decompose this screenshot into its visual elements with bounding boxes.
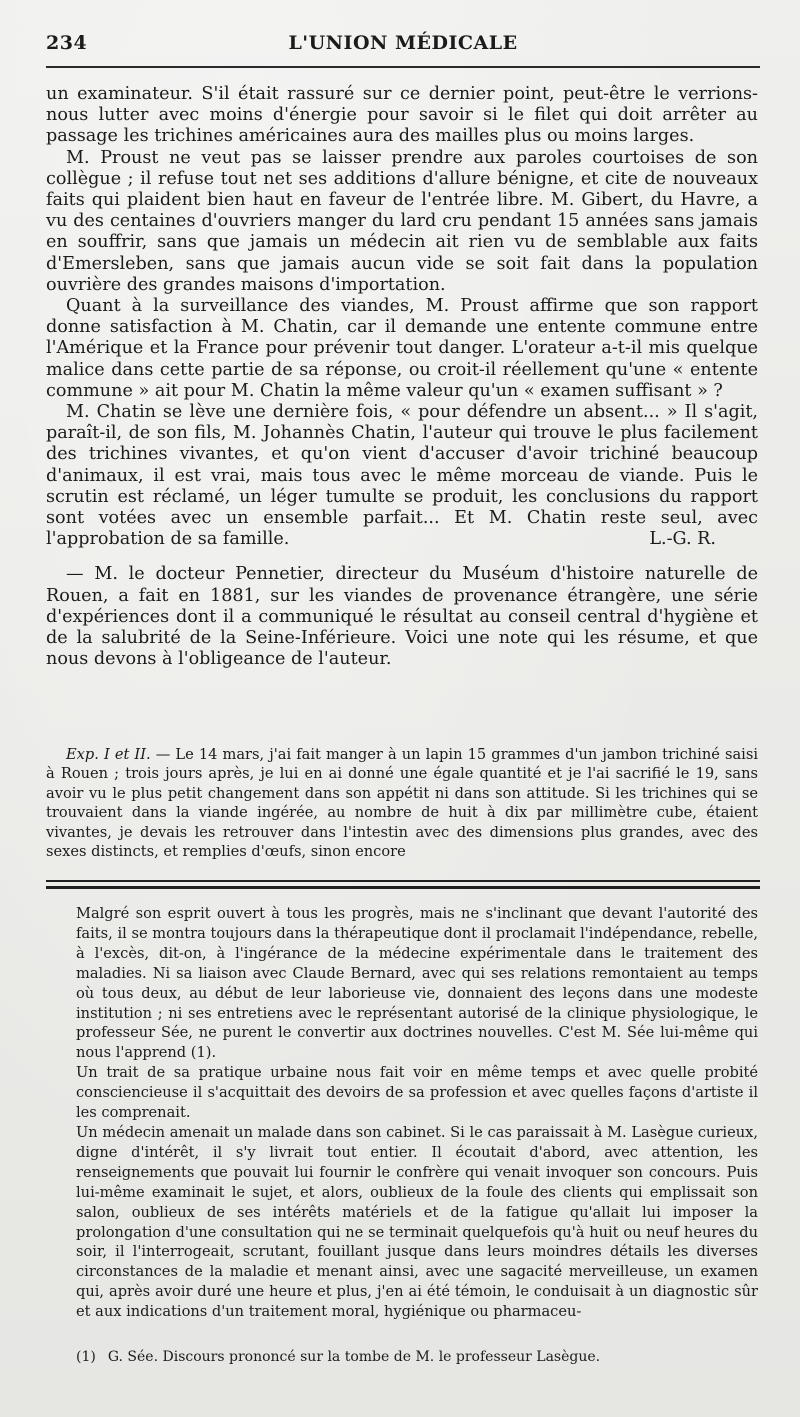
experiment-column [46,745,758,861]
main-column [46,84,758,670]
main-paragraph-3: Quant à la surveillance des viandes, M. Proust affirme que son rapport donne satisfaction à M. Chatin, car il demande une entente commune entre l'Amérique et la France pour prévenir tout danger. L'orateur a-t-il mis quelque malice dans cette partie de sa réponse, ou croit-il réellement qu'une « entente commune » ait pour M. Chatin la même valeur qu'un « examen suffisant » ? [46,296,758,401]
author-signature: L.-G. R. [649,529,716,550]
journal-title: L'UNION MÉDICALE [288,32,518,54]
feuilleton-rule-thick [46,886,760,889]
main-paragraph-1: un examinateur. S'il était rassuré sur ce dernier point, peut-être le verrions-nous lutter avec moins d'énergie pour savoir si le filet qui doit arrêter au passage les trichines américaines aura des mailles plus ou moins larges. [46,84,758,147]
main-paragraph-4-text: M. Chatin se lève une dernière fois, « pour défendre un absent... » Il s'agit, paraît-il, de son fils, M. Johannès Chatin, l'auteur qui trouve le plus facilement des trichines vivantes, et qu'on vient d'accuser d'avoir trichiné beaucoup d'animaux, il est vrai, mais tous avec le même morceau de viande. Puis le scrutin est réclamé, un léger tumulte se produit, les conclusions du rapport sont votées avec un ensemble parfait... Et M. Chatin reste seul, avec l'approbation de sa famille. [46,402,758,550]
page-number: 234 [46,32,88,54]
footnote-number: (1) [76,1349,96,1365]
experiment-text: — Le 14 mars, j'ai fait manger à un lapin 15 grammes d'un jambon trichiné saisi à Rouen ; trois jours après, je lui en ai donné une égale quantité et je l'ai sacrifié le 19, sans avoir vu le plus petit changement dans son appétit ni dans son attitude. Si les trichines qui se trouvaient dans la viande ingérée, au nombre de huit à dix par millimètre cube, étaient vivantes, je devais les retrouver dans l'intestin avec des dimensions plus grandes, avec des sexes distincts, et remplies d'œufs, sinon encore [46,746,759,861]
feuilleton-paragraph-2: Un trait de sa pratique urbaine nous fait voir en même temps et avec quelle probité consciencieuse il s'acquittait des devoirs de sa profession et avec quelles façons d'artiste il les comprenait. [76,1064,758,1122]
page-header [46,30,760,64]
experiment-paragraph [46,745,758,861]
main-paragraph-2: M. Proust ne veut pas se laisser prendre aux paroles courtoises de son collègue ; il refuse tout net ses additions d'allure bénigne, et cite de nouveaux faits qui plaident bien haut en faveur de l'entrée libre. M. Gibert, du Havre, a vu des centaines d'ouvriers manger du lard cru pendant 15 années sans jamais en souffrir, sans que jamais un médecin ait rien vu de semblable aux faits d'Emersleben, sans que jamais aucun vide se soit fait dans la population ouvrière des grandes maisons d'importation. [46,147,758,295]
feuilleton-rule-thin [46,880,760,882]
paragraph-spacer [46,550,758,564]
main-paragraph-5: — M. le docteur Pennetier, directeur du Muséum d'histoire naturelle de Rouen, a fait en 1881, sur les viandes de provenance étrangère, une série d'expériences dont il a communiqué le résultat au conseil central d'hygiène et de la salubrité de la Seine-Inférieure. Voici une note qui les résume, et que nous devons à l'obligeance de l'auteur. [46,564,758,670]
feuilleton-column [76,904,758,1322]
feuilleton-paragraph-3: Un médecin amenait un malade dans son cabinet. Si le cas paraissait à M. Lasègue curieux, digne d'intérêt, il s'y livrait tout entier. Il écoutait d'abord, avec attention, les renseignements que pouvait lui fournir le confrère qui venait invoquer son concours. Puis lui-même examinait le sujet, et alors, oublieux de la foule des clients qui emplissait son salon, oublieux de ses intérêts matériels et de la fatigue qu'allait lui imposer la prolongation d'une consultation qui ne se terminait quelquefois qu'à huit ou neuf heures du soir, il l'interrogeait, scrutant, fouillant jusque dans leurs moindres détails les diverses circonstances de la maladie et menant ainsi, avec une sagacité merveilleuse, un examen qui, après avoir duré une heure et plus, j'en ai été témoin, le conduisait à un diagnostic sûr et aux indications d'un traitement moral, hygiénique ou pharmaceu- [76,1123,758,1321]
footnote-text: G. Sée. Discours prononcé sur la tombe de M. le professeur Lasègue. [107,1349,601,1365]
header-rule [46,66,760,68]
feuilleton-paragraph-1: Malgré son esprit ouvert à tous les progrès, mais ne s'inclinant que devant l'autorité des faits, il se montra toujours dans la thérapeutique dont il proclamait l'indépendance, rebelle, à l'excès, dit-on, à l'ingérance de la médecine expérimentale dans le traitement des maladies. Ni sa liaison avec Claude Bernard, avec qui ses relations remontaient au temps où tous deux, au début de leur laborieuse vie, donnaient des leçons dans une modeste institution ; ni ses entretiens avec le représentant autorisé de la clinique physiologique, le professeur Sée, ne purent le convertir aux doctrines nouvelles. C'est M. Sée lui-même qui nous l'apprend (1). [76,905,758,1062]
main-paragraph-4 [46,402,758,550]
footnote [76,1348,758,1366]
experiment-label: Exp. I et II. [66,746,151,763]
